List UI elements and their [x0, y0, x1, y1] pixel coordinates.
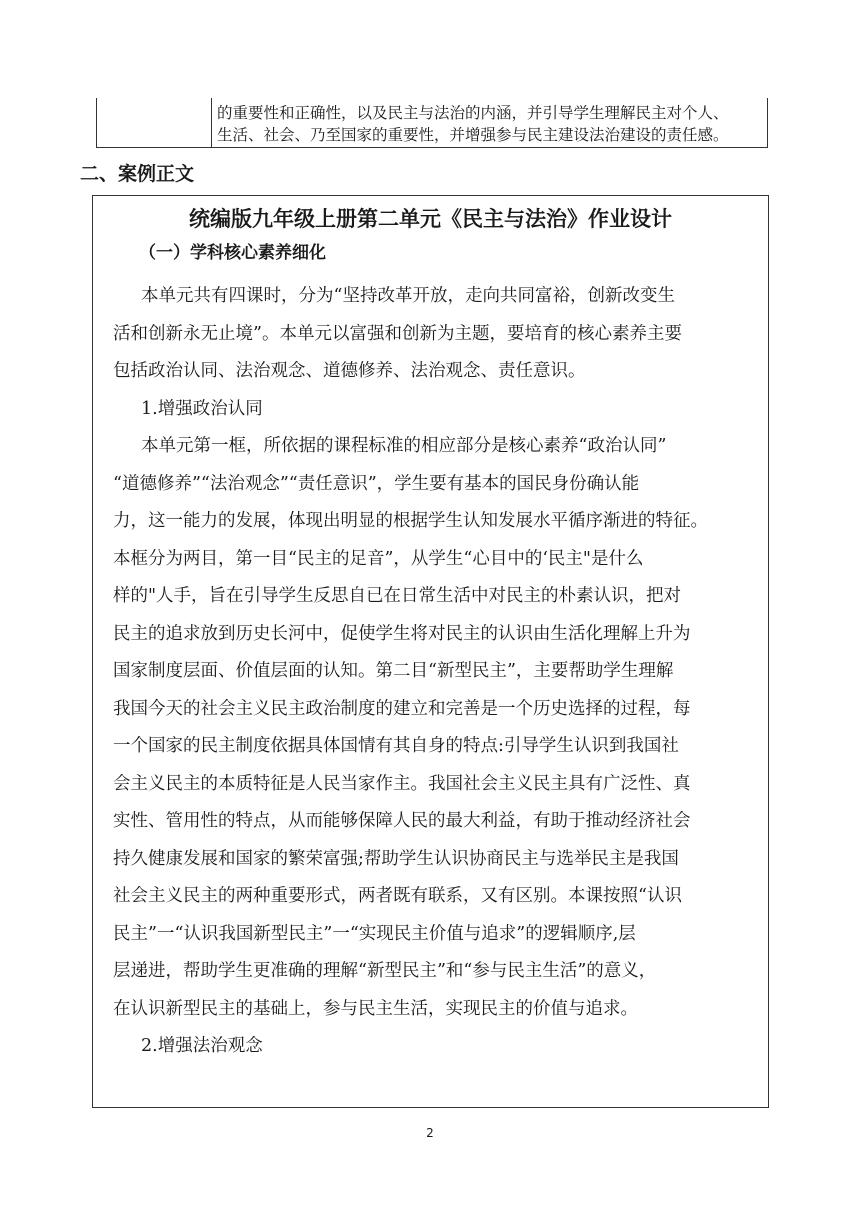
table-cell-text [217, 102, 765, 146]
page-number: 2 [426, 1126, 434, 1140]
paragraph-line: 本单元共有四课时，分为“坚持改革开放，走向共同富裕，创新改变生 [141, 286, 675, 306]
paragraph-line: 持久健康发展和国家的繁荣富强;帮助学生认识协商民主与选举民主是我国 [113, 848, 679, 869]
paragraph-line: 实性、管用性的特点，从而能够保障人民的最大利益，有助于推动经济社会 [113, 811, 691, 831]
paragraph-line: 民主的追求放到历史长河中，促使学生将对民主的认识由生活化理解上升为 [113, 623, 691, 644]
table-cell-line: 的重要性和正确性，以及民主与法治的内涵，并引导学生理解民主对个人、 [217, 104, 729, 122]
paragraph-line: 活和创新永无止境”。本单元以富强和创新为主题，要培育的核心素养主要 [113, 323, 682, 344]
paragraph-line: 样的"人手，旨在引导学生反思自已在日常生活中对民主的朴素认识，把对 [113, 586, 682, 606]
paragraph-line: 层递进，帮助学生更准确的理解“新型民主”和“参与民主生活”的意义， [113, 961, 657, 981]
body-text [113, 278, 753, 1066]
paragraph-line: 会主义民主的本质特征是人民当家作主。我国社会主义民主具有广泛性、真 [113, 773, 691, 794]
paragraph-line: 在认识新型民主的基础上，参与民主生活，实现民主的价值与追求。 [113, 998, 638, 1019]
paragraph-line: 国家制度层面、价值层面的认知。第二目“新型民主”，主要帮助学生理解 [113, 661, 674, 681]
section-heading: 二、案例正文 [80, 163, 195, 185]
paragraph-line: 我国今天的社会主义民主政治制度的建立和完善是一个历史选择的过程，每 [113, 698, 691, 719]
paragraph-line: 包括政治认同、法治观念、道德修养、法治观念、责任意识。 [113, 361, 586, 381]
case-content-box [92, 195, 769, 1108]
numbered-heading: 2.增强法治观念 [141, 1036, 263, 1056]
table-column-divider [211, 98, 212, 147]
paragraph-line: 一个国家的民主制度依据具体国情有其自身的特点:引导学生认识到我国社 [113, 736, 679, 756]
numbered-heading: 1.增强政治认同 [141, 398, 263, 419]
paragraph-line: 本框分为两目，第一目“民主的足音”，从学生“心目中的‘民主"是什么 [113, 548, 644, 569]
document-title: 统编版九年级上册第二单元《民主与法治》作业设计 [189, 207, 672, 231]
paragraph-line: 民主”一“认识我国新型民主”一“实现民主价值与追求”的逻辑顺序,层 [113, 923, 636, 944]
top-table-fragment [96, 98, 768, 148]
paragraph-line: 社会主义民主的两种重要形式，两者既有联系，又有区别。本课按照“认识 [113, 886, 682, 906]
table-cell-line: 生活、社会、乃至国家的重要性，并增强参与民主建设法治建设的责任感。 [217, 126, 729, 144]
paragraph-line: 本单元第一框，所依据的课程标准的相应部分是核心素养“政治认同” [141, 436, 667, 456]
subsection-heading: （一）学科核心素养细化 [139, 243, 326, 263]
paragraph-line: 力，这一能力的发展，体现出明显的根据学生认知发展水平循序渐进的特征。 [113, 511, 708, 531]
paragraph-line: “道德修养”“法治观念”“责任意识”，学生要有基本的国民身份确认能 [113, 473, 640, 494]
